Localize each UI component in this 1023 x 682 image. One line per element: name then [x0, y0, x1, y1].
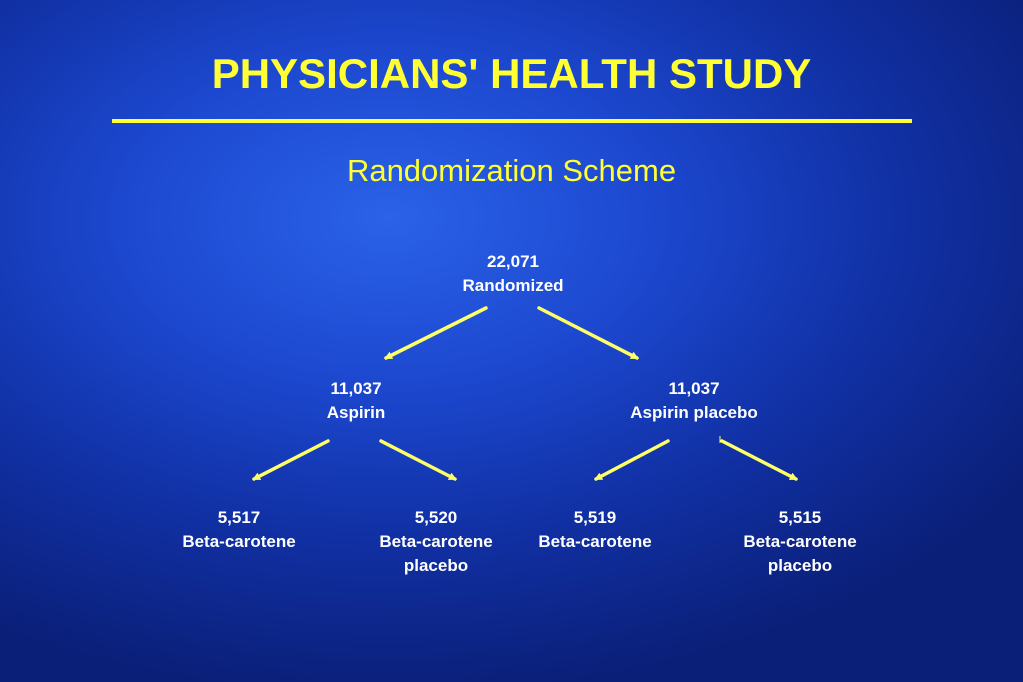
- node-leaf-4: [710, 506, 890, 578]
- node-root: [423, 250, 603, 298]
- node-aspirin-count: 11,037: [330, 379, 382, 398]
- node-root-count: 22,071: [487, 252, 539, 271]
- leaf-4-count: 5,515: [778, 508, 822, 527]
- leaf-4-label: Beta-carotene: [743, 532, 857, 551]
- node-aspirin-label: Aspirin: [326, 403, 386, 422]
- leaf-1-label: Beta-carotene: [182, 532, 296, 551]
- node-aspirin: [266, 377, 446, 425]
- node-root-label: Randomized: [462, 276, 564, 295]
- arrow-aspirin-to-leaf-1: [254, 441, 328, 479]
- leaf-4-label2: placebo: [767, 556, 833, 575]
- arrow-placebo-to-leaf-4: [722, 441, 796, 479]
- node-leaf-1: [149, 506, 329, 554]
- leaf-2-label: Beta-carotene: [379, 532, 493, 551]
- leaf-3-label: Beta-carotene: [538, 532, 652, 551]
- leaf-2-label2: placebo: [403, 556, 469, 575]
- node-leaf-3: [505, 506, 685, 554]
- arrow-root-to-aspirin: [386, 308, 486, 358]
- node-aspirin-placebo: [604, 377, 784, 425]
- leaf-2-count: 5,520: [414, 508, 458, 527]
- arrow-root-to-aspirin-placebo: [539, 308, 637, 358]
- node-aspirin-placebo-label: Aspirin placebo: [630, 403, 758, 422]
- arrow-placebo-to-leaf-3: [596, 441, 668, 479]
- slide-title: PHYSICIANS' HEALTH STUDY: [211, 50, 812, 97]
- slide-subtitle: Randomization Scheme: [346, 153, 677, 188]
- node-aspirin-placebo-count: 11,037: [668, 379, 720, 398]
- leaf-1-count: 5,517: [217, 508, 261, 527]
- leaf-3-count: 5,519: [573, 508, 617, 527]
- node-leaf-2: [346, 506, 526, 578]
- arrow-aspirin-to-leaf-2: [381, 441, 455, 479]
